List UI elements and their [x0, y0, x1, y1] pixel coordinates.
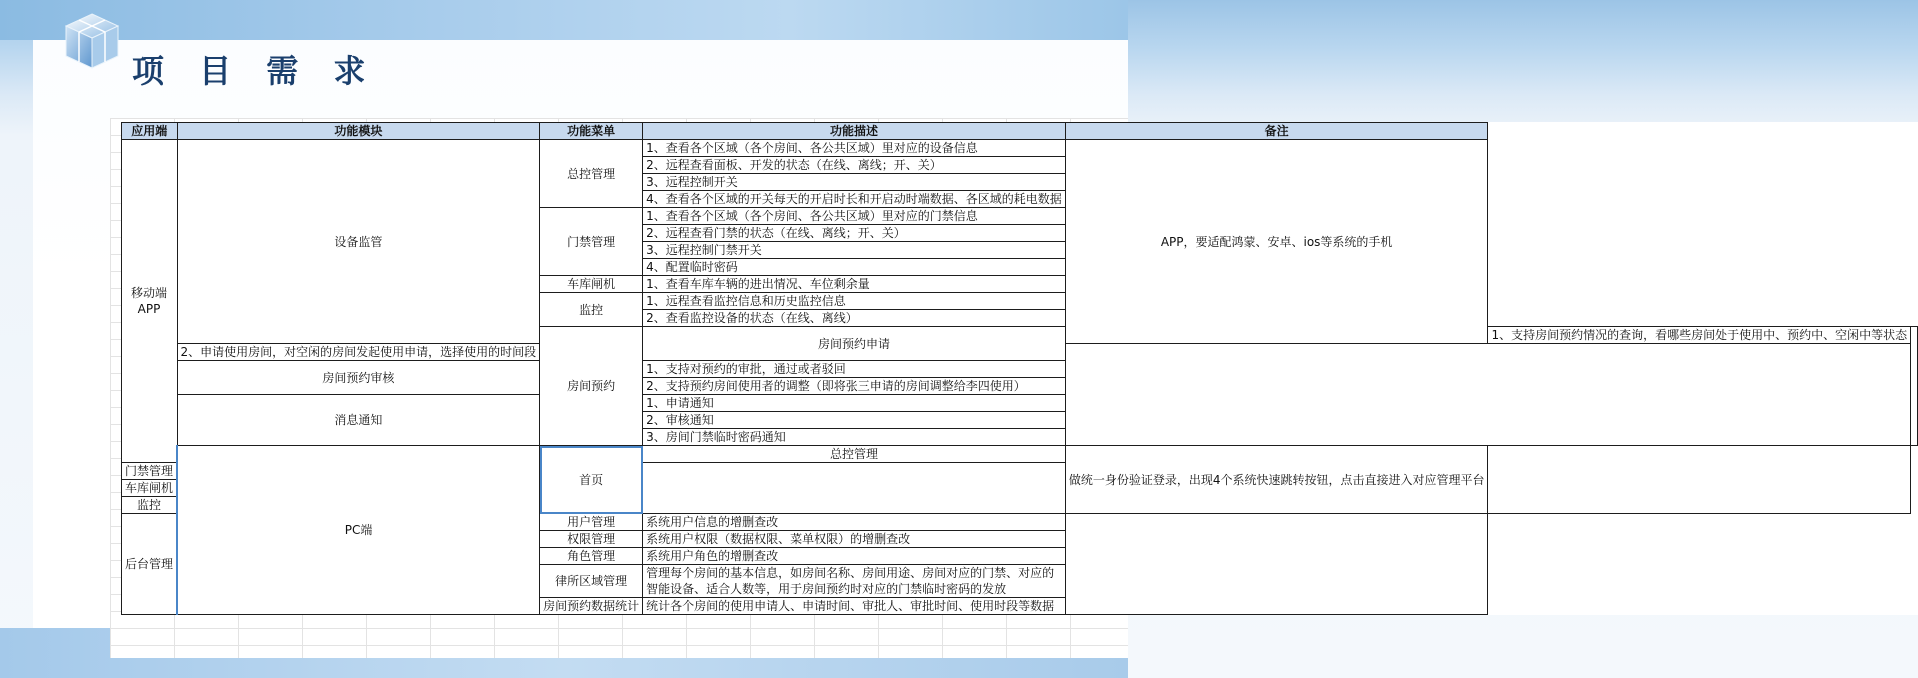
table-row [122, 140, 1918, 157]
desc-cell[interactable]: 2、查看监控设备的状态（在线、离线） [643, 310, 1066, 327]
desc-cell[interactable]: 系统用户角色的增删查改 [643, 548, 1066, 565]
module-home[interactable]: 首页 [540, 446, 643, 514]
note-home[interactable] [1488, 446, 1911, 514]
desc-cell[interactable]: 1、查看车库车辆的进出情况、车位剩余量 [643, 276, 1066, 293]
desc-cell[interactable]: 1、查看各个区域（各个房间、各公共区域）里对应的门禁信息 [643, 208, 1066, 225]
module-device[interactable]: 设备监管 [177, 140, 540, 344]
desc-cell[interactable]: 2、审核通知 [643, 412, 1066, 429]
home-desc[interactable]: 做统一身份验证登录，出现4个系统快速跳转按钮，点击直接进入对应管理平台 [1065, 446, 1488, 514]
page-title: 项 目 需 求 [132, 52, 378, 90]
desc-cell[interactable]: 2、远程查看面板、开发的状态（在线、离线；开、关） [643, 157, 1066, 174]
desc-cell[interactable]: 3、房间门禁临时密码通知 [643, 429, 1066, 446]
note-text: APP，要适配鸿蒙、安卓、ios等系统的手机 [1160, 234, 1393, 249]
desc-cell[interactable]: 1、支持对预约的审批，通过或者驳回 [643, 361, 1066, 378]
header-desc: 功能描述 [643, 123, 1066, 140]
menu-control[interactable]: 总控管理 [540, 140, 643, 208]
desc-cell[interactable]: 系统用户权限（数据权限、菜单权限）的增删查改 [643, 531, 1066, 548]
admin-menu-area[interactable]: 律所区域管理 [540, 565, 643, 598]
desc-cell[interactable]: 统计各个房间的使用申请人、申请时间、审批人、审批时间、使用时段等数据 [643, 598, 1066, 615]
note-admin[interactable] [1065, 514, 1488, 615]
menu-notice[interactable]: 消息通知 [177, 395, 540, 446]
header-note: 备注 [1065, 123, 1488, 140]
desc-cell[interactable]: 1、查看各个区域（各个房间、各公共区域）里对应的设备信息 [643, 140, 1066, 157]
table-header-row [122, 123, 1918, 140]
requirements-table [121, 122, 1918, 615]
menu-garage[interactable]: 车库闸机 [540, 276, 643, 293]
slide-top-band [0, 0, 1128, 40]
note-mobile[interactable] [1065, 140, 1488, 344]
cube-logo-icon [52, 6, 132, 86]
app-mobile-sub: APP [137, 302, 161, 316]
desc-cell[interactable]: 2、远程查看门禁的状态（在线、离线；开、关） [643, 225, 1066, 242]
admin-menu-role[interactable]: 角色管理 [540, 548, 643, 565]
desc-cell[interactable]: 1、远程查看监控信息和历史监控信息 [643, 293, 1066, 310]
desc-cell[interactable]: 1、支持房间预约情况的查询，看哪些房间处于使用中、预约中、空闲中等状态 [1488, 327, 1911, 344]
admin-menu-permission[interactable]: 权限管理 [540, 531, 643, 548]
header-menu: 功能菜单 [540, 123, 643, 140]
menu-monitor[interactable]: 监控 [540, 293, 643, 327]
desc-cell[interactable]: 系统用户信息的增删查改 [643, 514, 1066, 531]
admin-menu-user[interactable]: 用户管理 [540, 514, 643, 531]
app-mobile-cell[interactable] [122, 140, 178, 463]
desc-cell[interactable]: 2、支持预约房间使用者的调整（即将张三申请的房间调整给李四使用） [643, 378, 1066, 395]
app-pc-cell[interactable]: PC端 [177, 446, 540, 615]
desc-cell[interactable]: 4、查看各个区域的开关每天的开启时长和开启动时端数据、各区域的耗电数据 [643, 191, 1066, 208]
desc-cell[interactable]: 管理每个房间的基本信息，如房间名称、房间用途、房间对应的门禁、对应的智能设备、适合人数等，用于房间预约时对应的门禁临时密码的发放 [643, 565, 1066, 598]
desc-cell[interactable]: 4、配置临时密码 [643, 259, 1066, 276]
table-row [122, 395, 1918, 412]
menu-review[interactable]: 房间预约审核 [177, 361, 540, 395]
home-menu-garage[interactable]: 车库闸机 [122, 480, 178, 497]
table-row [122, 446, 1918, 463]
app-mobile-label: 移动端 [131, 286, 168, 300]
header-app: 应用端 [122, 123, 178, 140]
desc-cell[interactable]: 3、远程控制开关 [643, 174, 1066, 191]
home-menu-monitor[interactable]: 监控 [122, 497, 178, 514]
home-menu-door[interactable]: 门禁管理 [122, 463, 178, 480]
desc-cell[interactable]: 1、申请通知 [643, 395, 1066, 412]
module-admin[interactable]: 后台管理 [122, 514, 178, 615]
module-booking[interactable]: 房间预约 [540, 327, 643, 446]
desc-cell[interactable]: 2、申请使用房间，对空闲的房间发起使用申请，选择使用的时间段 [177, 344, 540, 361]
header-module: 功能模块 [177, 123, 540, 140]
desc-cell[interactable]: 3、远程控制门禁开关 [643, 242, 1066, 259]
note-booking[interactable] [1911, 327, 1918, 446]
menu-door[interactable]: 门禁管理 [540, 208, 643, 276]
admin-menu-stats[interactable]: 房间预约数据统计 [540, 598, 643, 615]
table-row [122, 361, 1918, 378]
home-menu-control[interactable]: 总控管理 [643, 446, 1066, 463]
menu-apply[interactable]: 房间预约申请 [643, 327, 1066, 361]
